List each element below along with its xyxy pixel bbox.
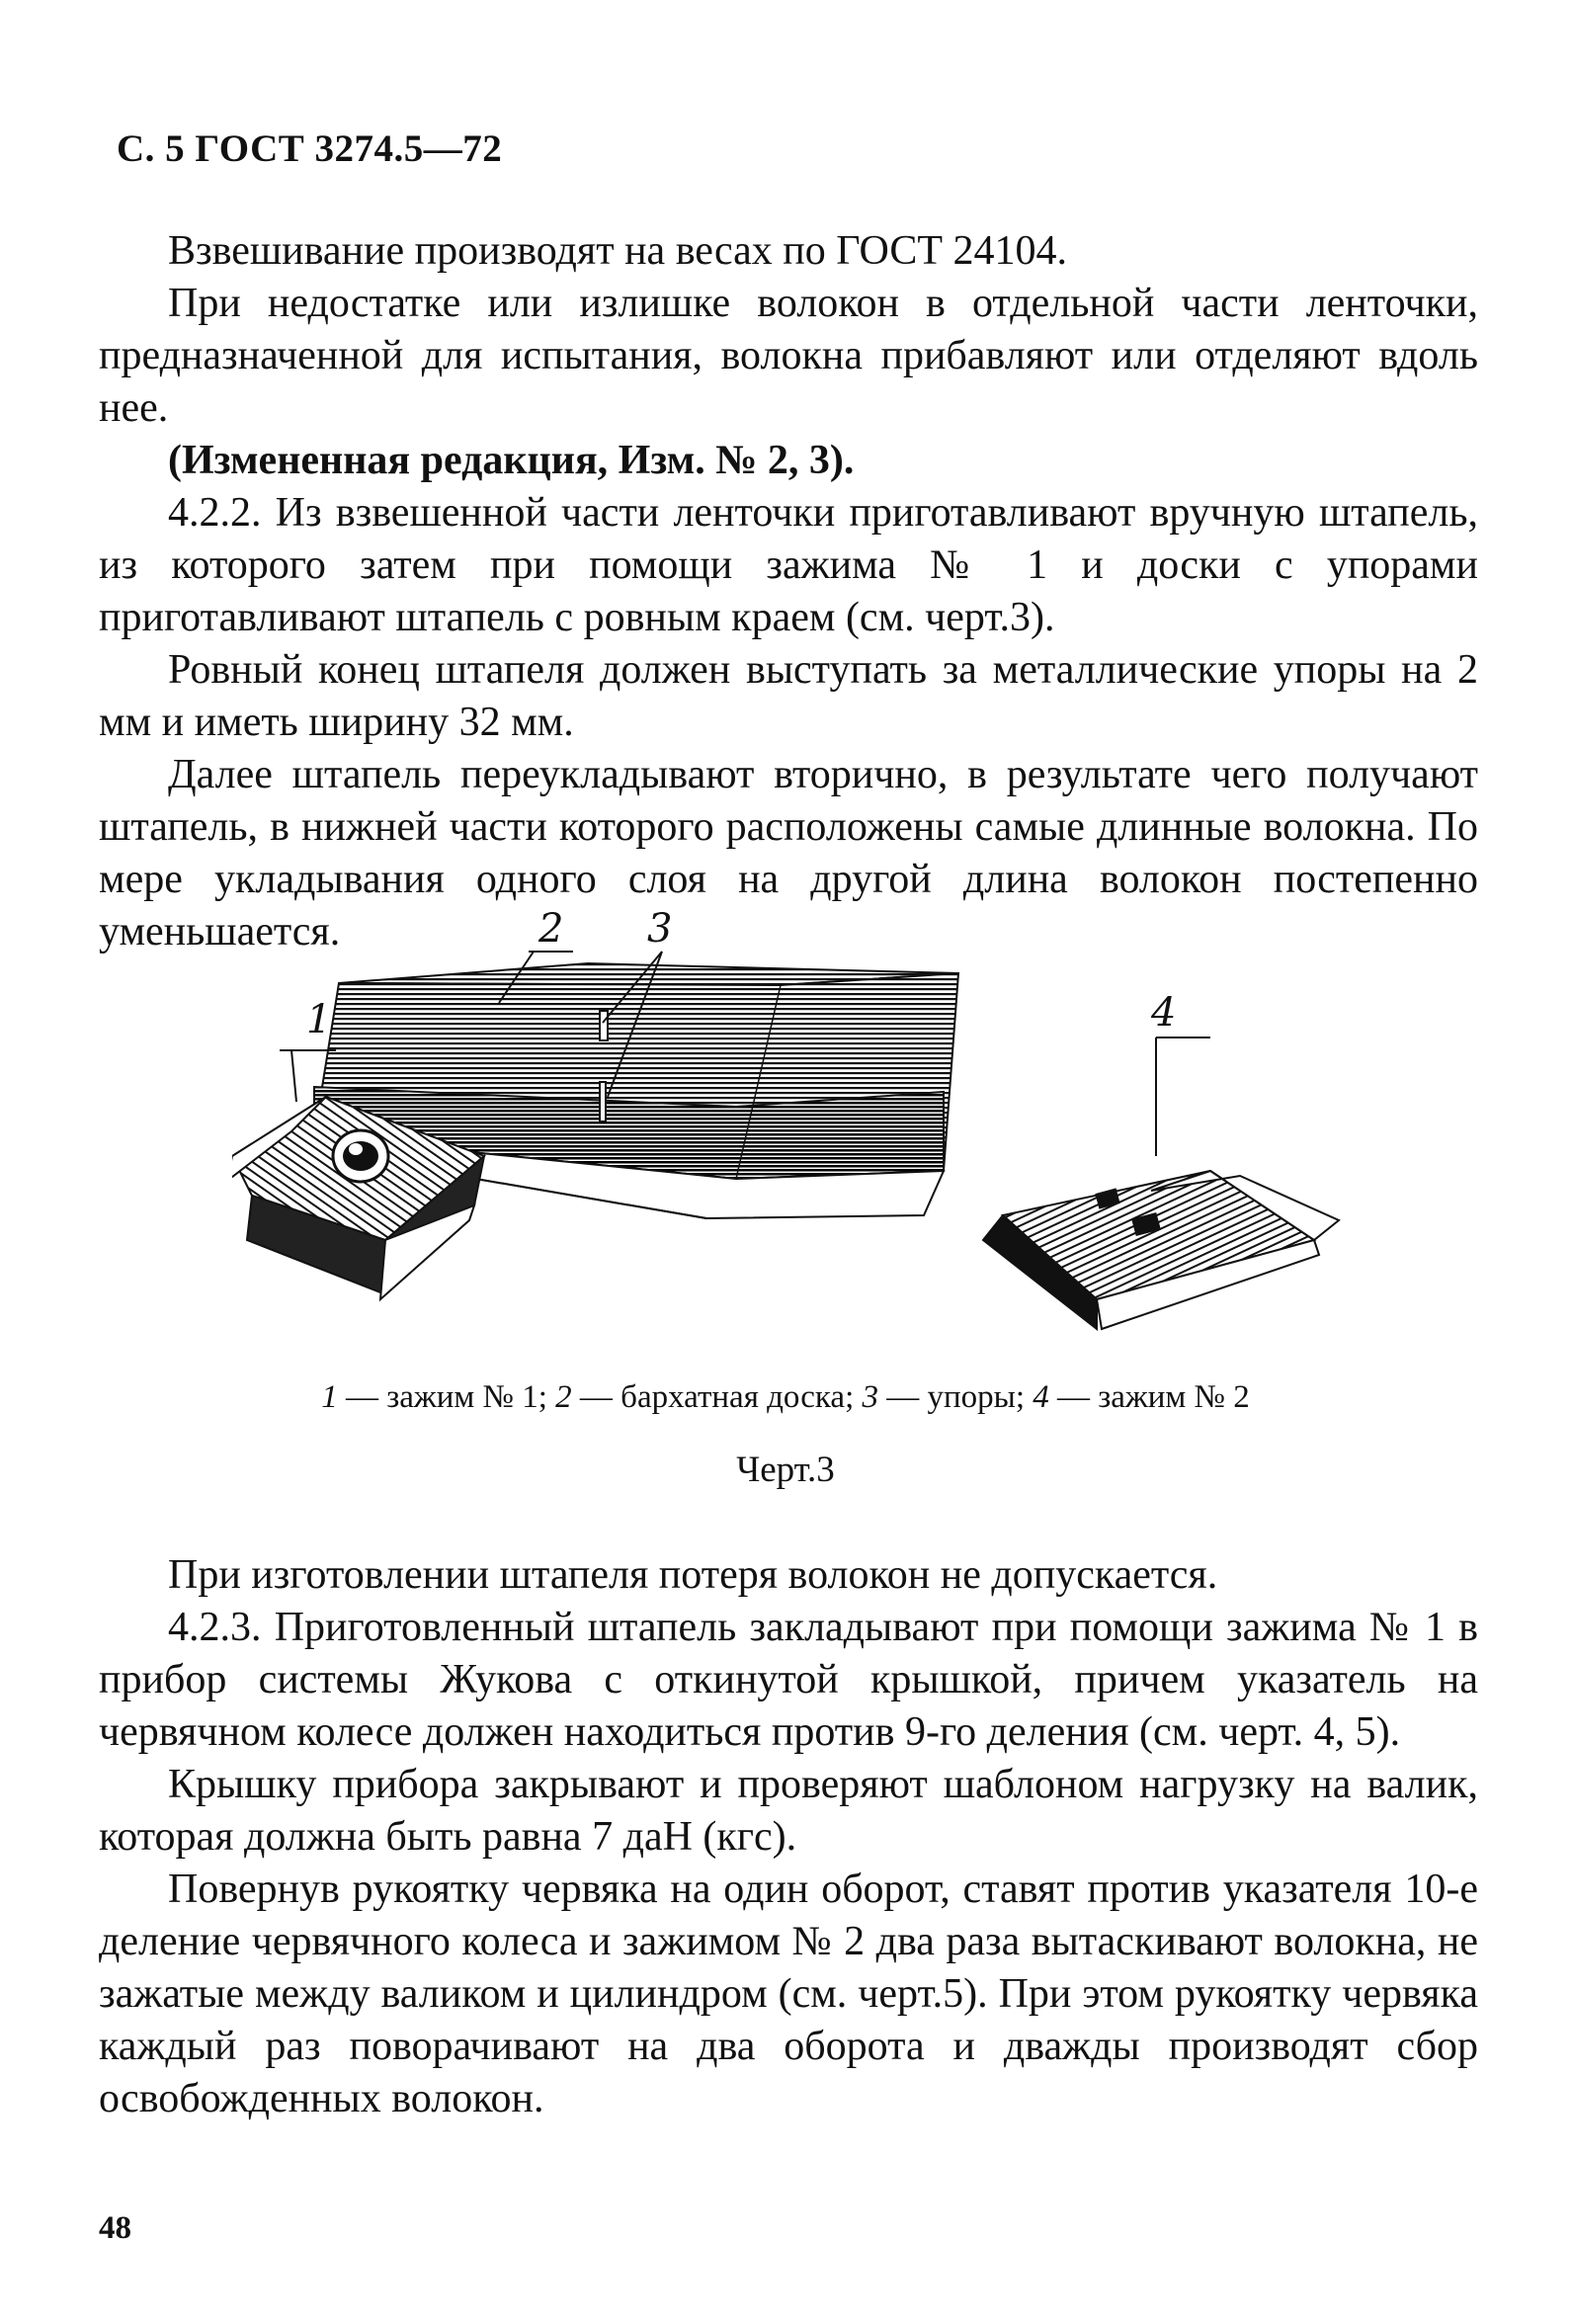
bottom-text-block	[99, 1549, 1478, 2125]
paragraph: Крышку прибора закрывают и проверяют шаблоном нагрузку на валик, которая должна быть равна 7 даН (кгс).	[99, 1762, 1478, 1860]
figure-label-1: 1	[306, 997, 332, 1042]
paragraph: Повернув рукоятку червяка на один оборот, ставят против указателя 10-е деление червячного колеса и зажимом № 2 два раза вытаскивают волокна, не зажатые между валиком и цилиндром (см. черт.5). При этом рукоятку червяка каждый раз поворачивают на два оборота и дважды производят сбор освобожденных волокон.	[99, 1867, 1478, 2121]
paragraph: Взвешивание производят на весах по ГОСТ 24104.	[168, 228, 1067, 274]
figure-label-3: 3	[647, 906, 673, 952]
paragraph: При изготовлении штапеля потеря волокон не допускается.	[168, 1552, 1218, 1598]
paragraph: 4.2.2. Из взвешенной части ленточки приготавливают вручную штапель, из которого затем при помощи зажима № 1 и доски с упорами приготавливают штапель с ровным краем (см. черт.3).	[99, 490, 1478, 640]
figure-drawing	[232, 904, 1344, 1354]
page-number: 48	[99, 2210, 131, 2246]
paragraph: Далее штапель переукладывают вторично, в результате чего получают штапель, в нижней части которого расположены самые длинные волокна. По мере укладывания одного слоя на другой длина волокон постепенно уменьшается.	[99, 752, 1478, 954]
figure-caption: 1 — зажим № 1; 2 — бархатная доска; 3 — упоры; 4 — зажим № 2	[321, 1379, 1250, 1415]
paragraph: При недостатке или излишке волокон в отдельной части ленточки, предназначенной для испытания, волокна прибавляют или отделяют вдоль нее.	[99, 281, 1478, 431]
paragraph: 4.2.3. Приготовленный штапель закладывают при помощи зажима № 1 в прибор системы Жукова с откинутой крышкой, причем указатель на червячном колесе должен находиться против 9-го деления (см. черт. 4, 5).	[99, 1605, 1478, 1755]
figure-label-2: 2	[538, 906, 564, 952]
top-text-block	[99, 225, 1478, 958]
page-header: С. 5 ГОСТ 3274.5—72	[117, 127, 503, 170]
figure-label-4: 4	[1151, 990, 1177, 1036]
amendment-note: (Измененная редакция, Изм. № 2, 3).	[168, 438, 855, 483]
clamp-4-drawing	[983, 1171, 1339, 1329]
paragraph: Ровный конец штапеля должен выступать за металлические упоры на 2 мм и иметь ширину 32 мм.	[99, 647, 1478, 745]
figure-title: Черт.3	[736, 1450, 835, 1490]
